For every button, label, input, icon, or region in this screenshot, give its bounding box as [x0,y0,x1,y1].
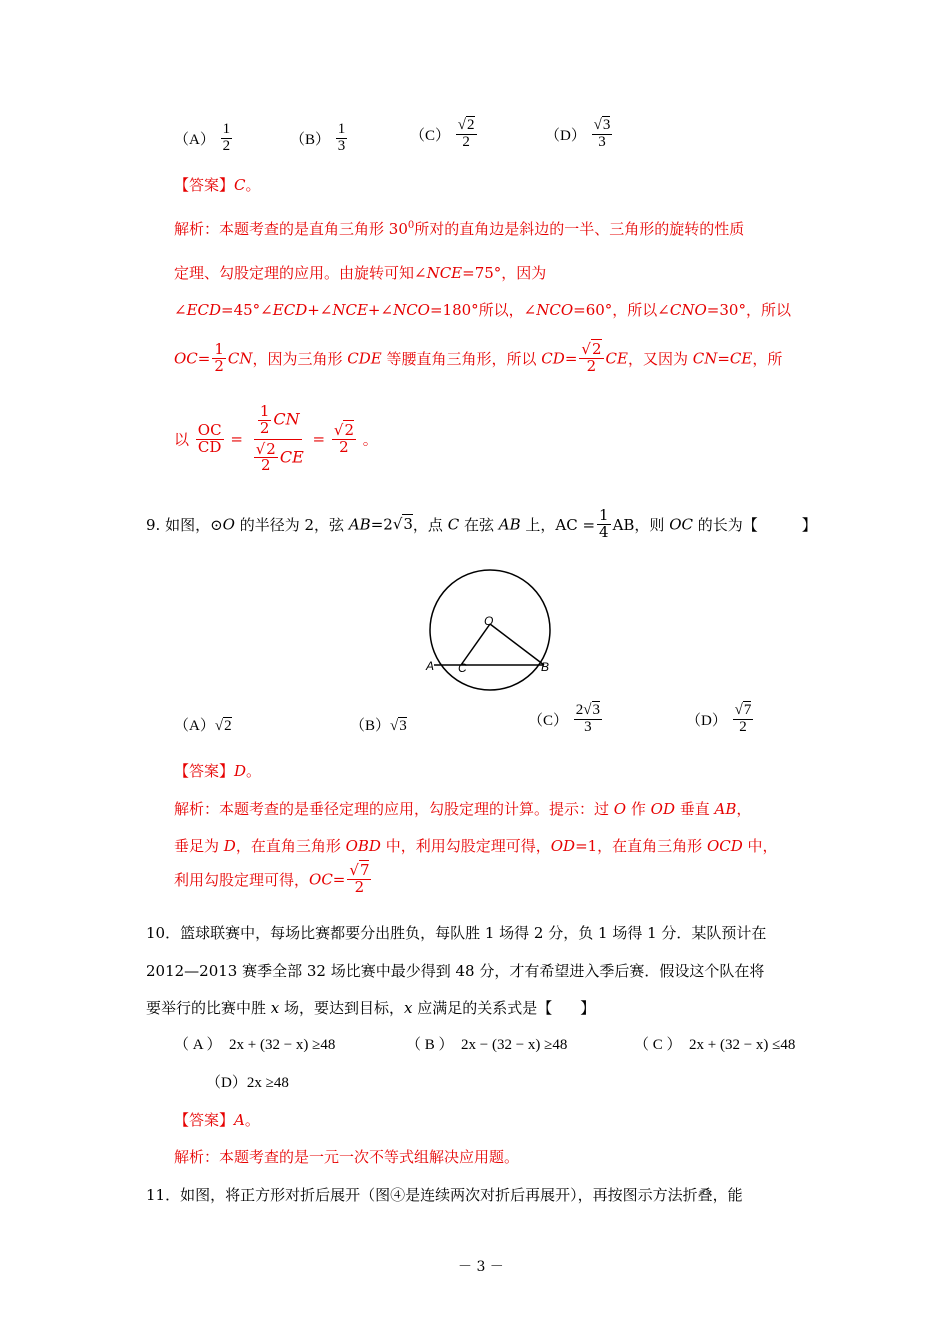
q10-option-b: （ B ） 2x − (32 − x) ≥48 [406,1037,568,1053]
q8-analysis-line1: 解析：本题考查的是直角三角形 $30^0$所对的直角边是斜边的一半、三角形的旋转的性质 [174,220,745,238]
q9-option-b: （B）√3 [350,718,407,734]
q9-answer: 【答案】D。 [174,762,262,780]
label-a: A [426,659,435,673]
q10-option-c: （ C ） 2x + (32 − x) ≤48 [634,1037,796,1053]
q9-analysis-line1: 解析：本题考查的是垂径定理的应用，勾股定理的计算。提示：过 O 作 OD 垂直 AB， [174,800,752,818]
q9-circle-figure [420,568,560,692]
q9-analysis-line3: 利用勾股定理可得，OC= $\frac{√7}{2}$ [174,861,370,896]
page-number: － 3 － [458,1259,504,1275]
q8-option-c: （C） $\frac{√2}{2}$ [410,117,475,150]
q10-stem-line3: 要举行的比赛中胜 x 场，要达到目标，x 应满足的关系式是【 】 [146,999,596,1017]
q8-analysis-line4: OC= $\frac{1}{2}$ CN，因为三角形 CDE 等腰直角三角形，所以 CD= $\frac{√2}{2}$ CE，又因为 CN=CE，所 [174,340,783,375]
segment-ob [490,624,544,665]
q10-answer: 【答案】A。 [174,1111,260,1129]
q9-stem: 9. 如图，⊙O 的半径为 2，弦 AB=2√3，点 C 在弦 AB 上，AC = $\frac{1}{4}$ AB，则 OC 的长为【 】 [146,506,817,541]
label-b: B [541,660,550,674]
q10-option-d: （D）2x ≥48 [206,1075,289,1091]
q9-analysis-line2: 垂足为 D，在直角三角形 OBD 中，利用勾股定理可得，OD=1，在直角三角形 OCD 中， [174,837,778,855]
q8-analysis-line2: 定理、勾股定理的应用。由旋转可知∠NCE=75°，因为 [174,264,547,282]
q10-stem-line2: 2012—2013 赛季全部 32 场比赛中最少得到 48 分，才有希望进入季后赛．假设这个队在将 [146,962,765,980]
q10-option-a: （ A ） 2x + (32 − x) ≥48 [174,1037,336,1053]
q8-analysis-line5: 以 $\frac{OC}{CD}$ = $\frac{1}{2}$ CN $\frac{√2}{2}$ CE = $\frac{√2}{2}$ 。 [174,402,378,475]
q10-analysis: 解析：本题考查的是一元一次不等式组解决应用题。 [174,1148,520,1166]
q10-stem-line1: 10．篮球联赛中，每场比赛都要分出胜负，每队胜 1 场得 2 分，负 1 场得 1 分．某队预计在 [146,924,767,942]
q11-stem-line1: 11．如图，将正方形对折后展开（图④是连续两次对折后再展开），再按图示方法折叠，能 [146,1186,743,1204]
q8-analysis-line3: ∠ECD=45°∠ECD+∠NCE+∠NCO=180°所以，∠NCO=60°，所以∠CNO=30°，所以 [174,301,791,319]
segment-oc [461,624,490,665]
q9-option-d: （D） $\frac{√7}{2}$ [686,702,752,735]
q9-option-c: （C） $\frac{2√3}{3}$ [528,702,600,735]
q8-option-b: （B） $\frac{1}{3}$ [290,121,346,154]
label-o: O [484,614,494,628]
q8-answer: 【答案】C。 [174,176,261,194]
circle-o [430,570,550,690]
label-c: C [458,661,467,675]
q9-option-a: （A）√2 [174,718,232,734]
q8-option-d: （D） $\frac{√3}{3}$ [545,117,611,150]
q8-option-a: （A） $\frac{1}{2}$ [174,121,231,154]
